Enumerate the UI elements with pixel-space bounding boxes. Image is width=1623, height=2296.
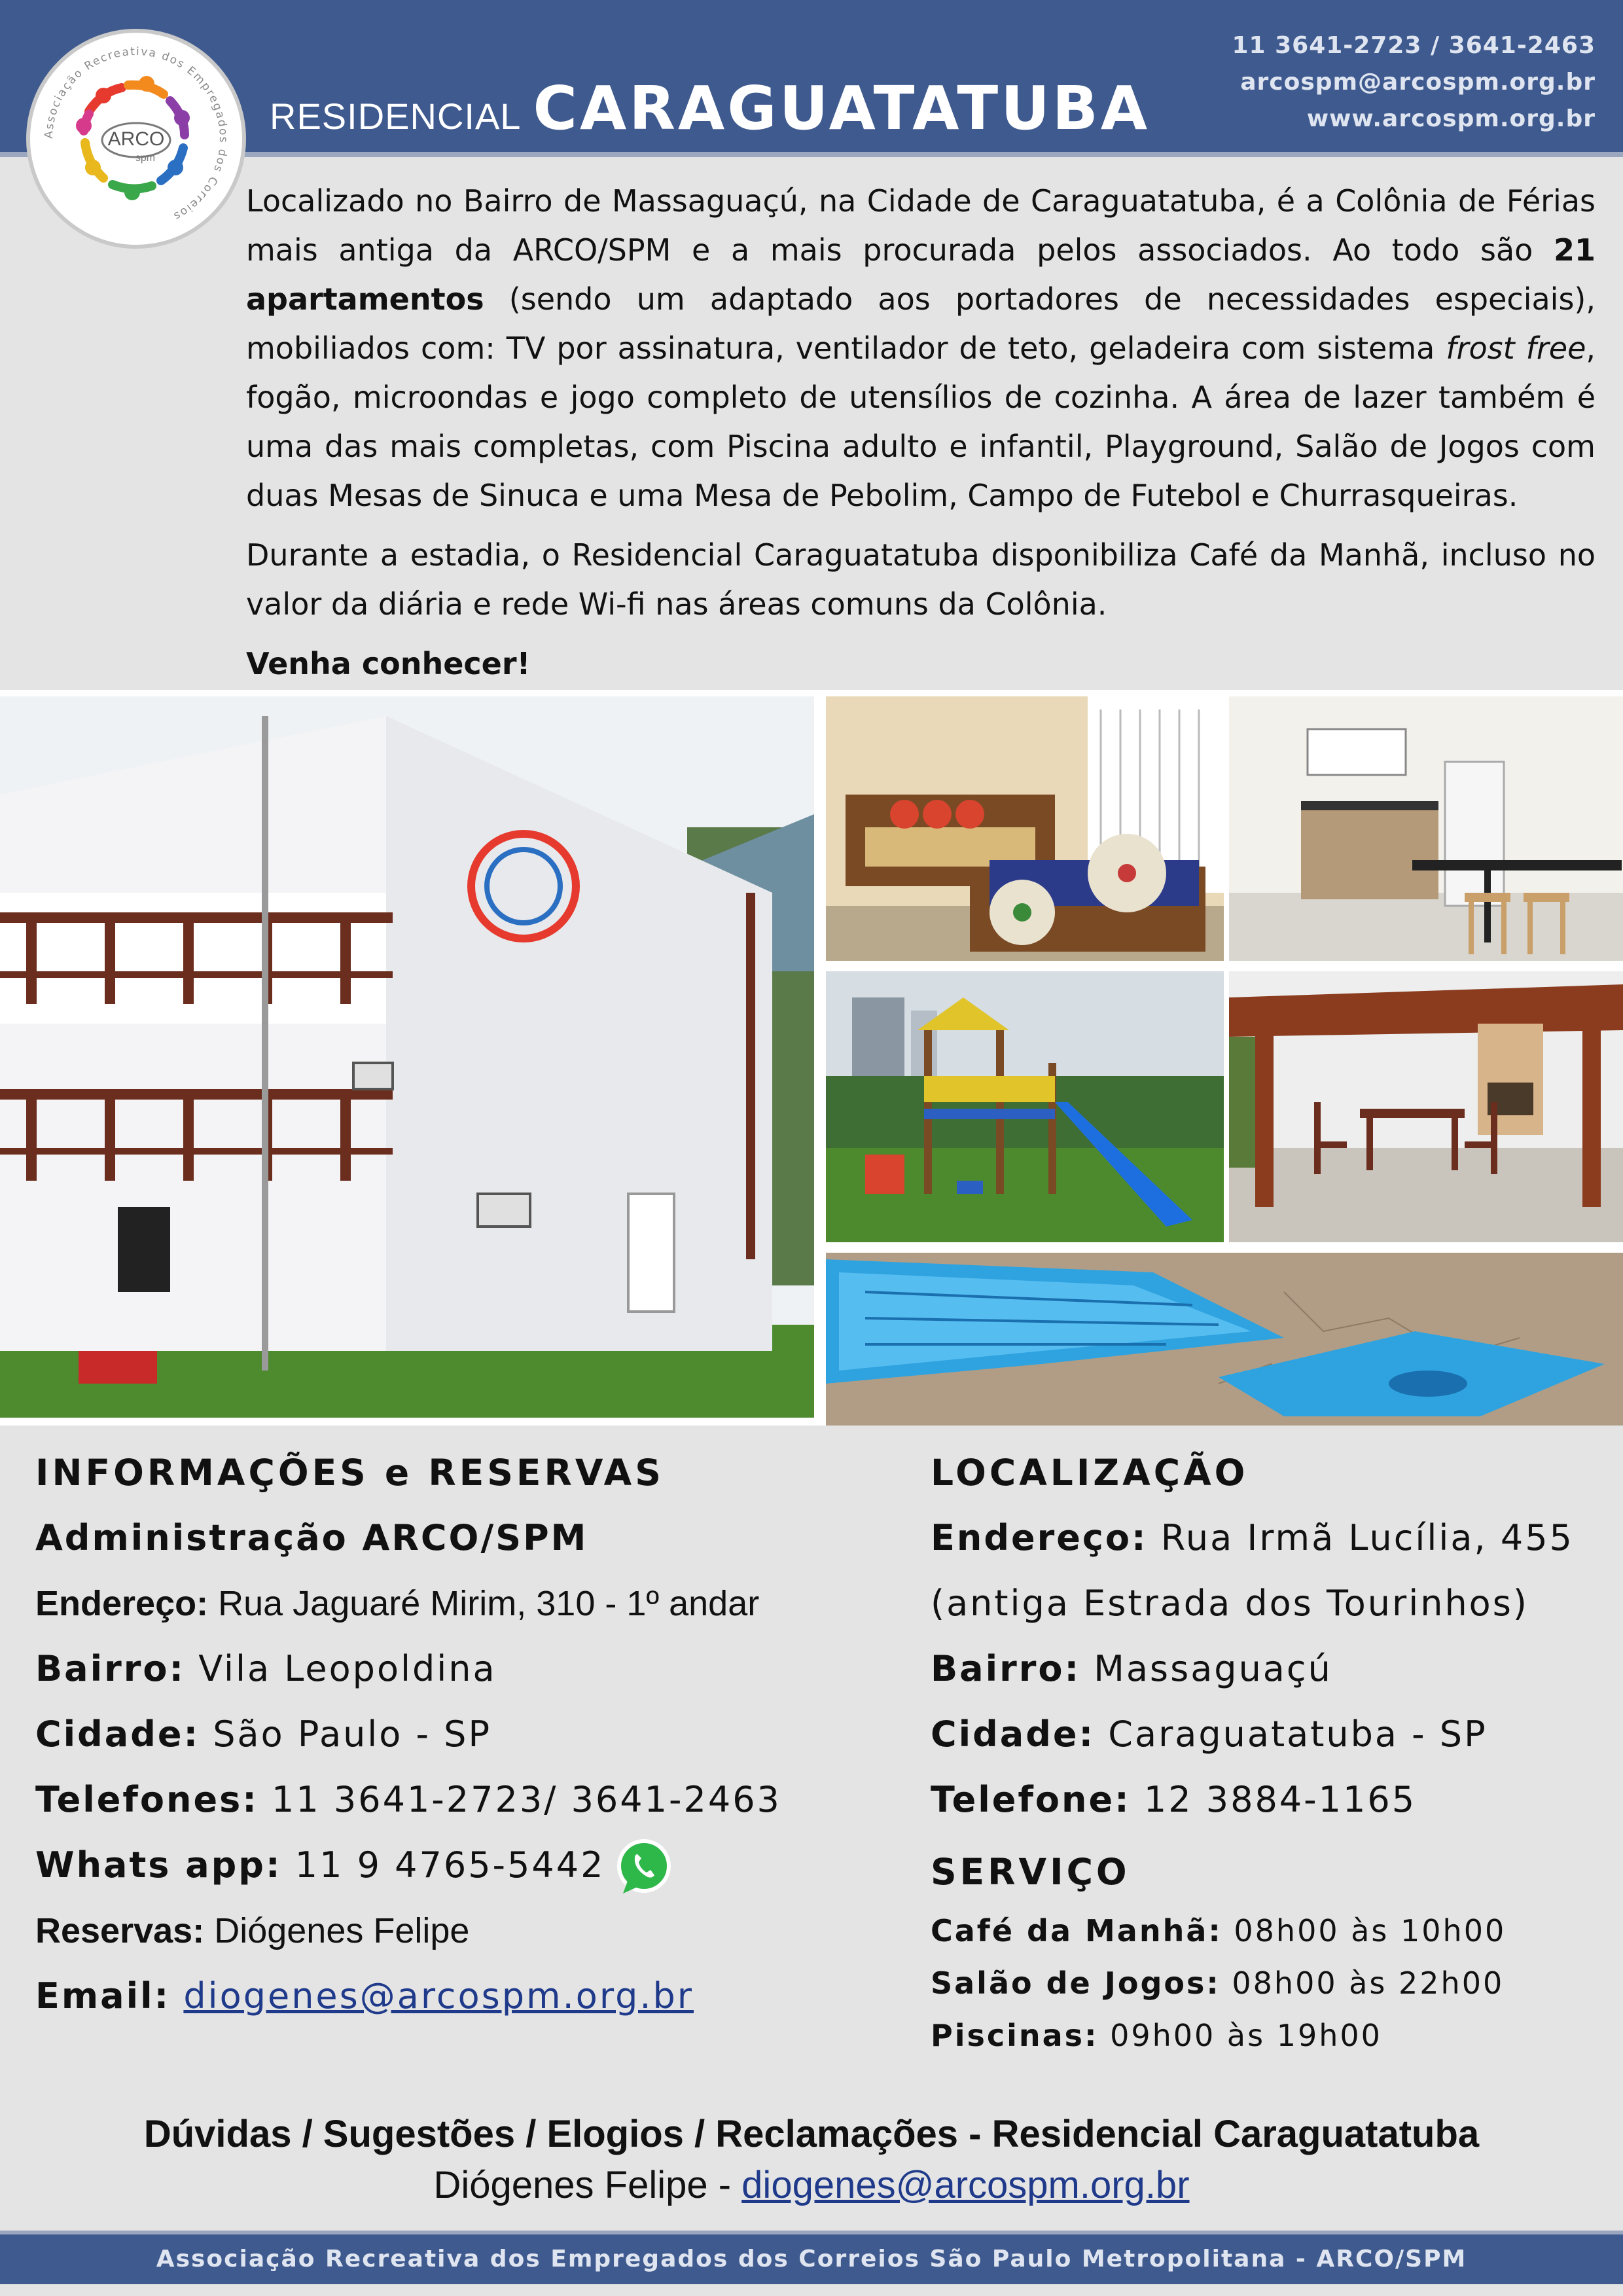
info-phones [35, 1767, 886, 1833]
intro-text [246, 177, 1596, 699]
intro-paragraph-2: Durante a estadia, o Residencial Caraguatatuba disponibiliza Café da Manhã, incluso no valor da diária e rede Wi-fi nas áreas comuns da Colônia. [246, 537, 1596, 622]
info-email-link[interactable]: diogenes@arcospm.org.br [183, 1975, 694, 2017]
service-heading: SERVIÇO [931, 1851, 1130, 1893]
intro-p1-c: , fogão, microondas e jogo completo de utensílios de cozinha. A área de lazer também é uma das mais completas, com Piscina adulto e infantil, Playground, Salão de Jogos com duas Mesas de Sinuca e uma Mesa de Pebolim, Campo de Futebol e Churrasqueiras. [246, 331, 1596, 513]
intro-p1-a: Localizado no Bairro de Massaguaçú, na Cidade de Caraguatatuba, é a Colônia de Férias mais antiga da ARCO/SPM e a mais procurada pelos associados. Ao todo são [246, 183, 1596, 268]
header-contacts [1232, 27, 1596, 137]
location-phone-label: Telefone: [931, 1779, 1131, 1820]
photo-swimming-pool [826, 1253, 1623, 1426]
feedback-contact-line [0, 2160, 1623, 2211]
intro-cta: Venha conhecer! [246, 646, 531, 681]
title-main: CARAGUATATUBA [533, 73, 1150, 143]
info-whatsapp-label: Whats app: [35, 1844, 282, 1886]
arco-logo-icon [30, 33, 242, 245]
location-city-value: Caraguatatuba - SP [1108, 1713, 1488, 1755]
location-address [931, 1505, 1605, 1571]
info-whatsapp-value: 11 9 4765-5442 [294, 1844, 605, 1886]
photo-kitchen [1229, 696, 1623, 961]
info-reservations [35, 1898, 886, 1964]
header-website[interactable]: www.arcospm.org.br [1306, 105, 1596, 132]
header-phones: 11 3641-2723 / 3641-2463 [1232, 32, 1596, 59]
location-section [931, 1440, 1605, 2062]
logo-ring-text: Associação Recreativa dos Empregados dos Correios [42, 45, 230, 224]
feedback-email-link[interactable]: diogenes@arcospm.org.br [741, 2164, 1190, 2206]
photo-bedroom [826, 696, 1224, 961]
info-phones-value: 11 3641-2723/ 3641-2463 [272, 1779, 781, 1820]
logo-sub: spm [135, 152, 156, 164]
intro-paragraph-1 [246, 177, 1596, 520]
title-prefix: RESIDENCIAL [270, 96, 522, 137]
service-item [931, 1957, 1605, 2009]
info-reservations-value: Diógenes Felipe [214, 1911, 470, 1950]
intro-p1-bold: 21 apartamentos [246, 232, 1596, 317]
footer-bar: Associação Recreativa dos Empregados dos Correios São Paulo Metropolitana - ARCO/SPM [0, 2231, 1623, 2284]
photo-collage [0, 690, 1623, 1426]
info-district-value: Vila Leopoldina [198, 1648, 497, 1689]
location-phone-value: 12 3884-1165 [1143, 1779, 1417, 1820]
photo-building [0, 696, 814, 1418]
photo-barbecue-area [1229, 971, 1623, 1242]
service-item-value: 08h00 às 10h00 [1234, 1913, 1507, 1948]
info-heading: INFORMAÇÕES e RESERVAS [35, 1452, 664, 1494]
feedback-contact-name: Diógenes Felipe - [433, 2164, 742, 2206]
info-reservations-section [35, 1440, 886, 2029]
photo-playground [826, 971, 1224, 1242]
service-item [931, 1905, 1605, 1957]
service-item-label: Café da Manhã: [931, 1913, 1222, 1948]
feedback-title: Dúvidas / Sugestões / Elogios / Reclamações - Residencial Caraguatatuba [143, 2113, 1480, 2155]
location-address-label: Endereço: [931, 1517, 1148, 1558]
info-district-label: Bairro: [35, 1648, 186, 1689]
service-item-value: 09h00 às 19h00 [1110, 2018, 1382, 2053]
info-city-label: Cidade: [35, 1713, 200, 1755]
page-title [270, 73, 1150, 143]
info-reservations-label: Reservas: [35, 1911, 205, 1950]
header-email[interactable]: arcospm@arcospm.org.br [1240, 69, 1596, 96]
service-item-label: Piscinas: [931, 2018, 1099, 2053]
info-admin [35, 1505, 886, 1571]
info-whatsapp [35, 1833, 886, 1898]
info-address-label: Endereço: [35, 1584, 209, 1623]
info-admin-text: Administração ARCO/SPM [35, 1517, 588, 1558]
intro-p1-b: (sendo um adaptado aos portadores de necessidades especiais), mobiliados com: TV por assinatura, ventilador de teto, geladeira com sistema [246, 281, 1596, 366]
info-email [35, 1964, 886, 2029]
feedback-contact [0, 2109, 1623, 2211]
location-district [931, 1636, 1605, 1702]
location-city-label: Cidade: [931, 1713, 1096, 1755]
info-district [35, 1636, 886, 1702]
logo-name: ARCO [107, 128, 165, 150]
info-city-value: São Paulo - SP [213, 1713, 492, 1755]
info-address-value: Rua Jaguaré Mirim, 310 - 1º andar [218, 1584, 760, 1623]
info-city [35, 1702, 886, 1767]
location-district-value: Massaguaçú [1094, 1648, 1332, 1689]
info-email-label: Email: [35, 1975, 171, 2017]
service-item-value: 08h00 às 22h00 [1232, 1965, 1505, 2001]
location-heading: LOCALIZAÇÃO [931, 1452, 1249, 1494]
arco-logo [26, 29, 246, 249]
location-phone [931, 1767, 1605, 1833]
location-city [931, 1702, 1605, 1767]
service-item [931, 2009, 1605, 2062]
intro-p1-italic: frost free [1446, 331, 1586, 366]
location-address-value: Rua Irmã Lucília, 455 [1160, 1517, 1574, 1558]
info-phones-label: Telefones: [35, 1779, 259, 1820]
whatsapp-icon[interactable] [614, 1837, 674, 1897]
service-item-label: Salão de Jogos: [931, 1965, 1221, 2001]
location-district-label: Bairro: [931, 1648, 1081, 1689]
info-address [35, 1571, 886, 1636]
location-address-note: (antiga Estrada dos Tourinhos) [931, 1583, 1529, 1624]
